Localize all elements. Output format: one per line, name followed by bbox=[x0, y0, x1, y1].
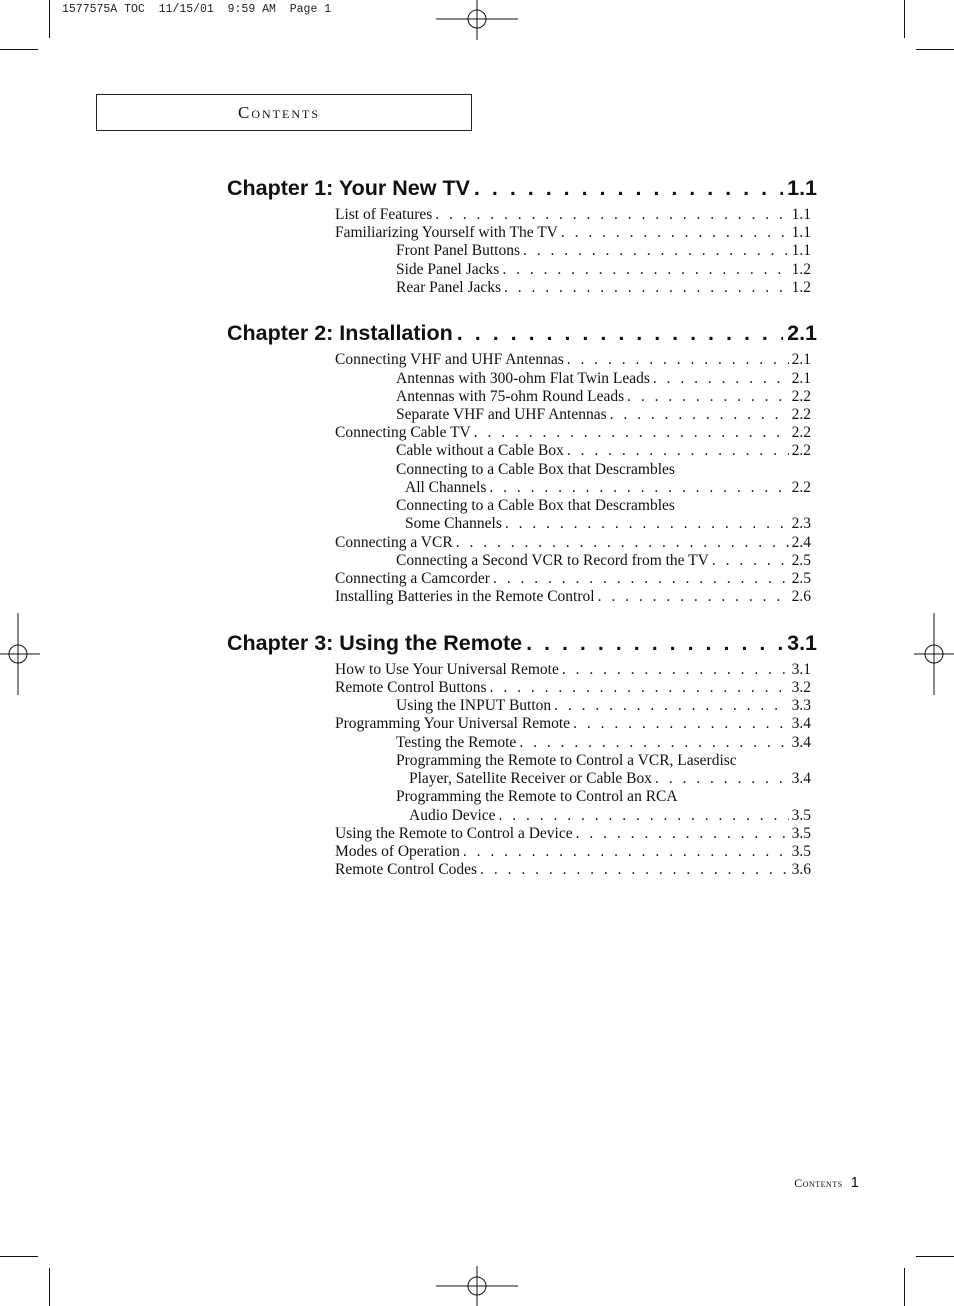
chapter-page: 2.1 bbox=[787, 321, 817, 345]
toc-subentry[interactable]: Connecting a Second VCR to Record from the TV . . . 2.5 bbox=[396, 552, 811, 570]
dot-leader bbox=[474, 176, 783, 201]
toc-subentry[interactable]: Antennas with 75-ohm Round Leads . . . 2.2 bbox=[396, 388, 811, 406]
toc-entry[interactable]: Installing Batteries in the Remote Control . . . 2.6 bbox=[335, 588, 811, 606]
footer-section-label: Contents bbox=[794, 1176, 843, 1190]
toc-entry[interactable]: Modes of Operation . . . 3.5 bbox=[335, 843, 811, 861]
toc-subentry[interactable]: Testing the Remote . . . 3.4 bbox=[396, 734, 811, 752]
page-number: 1 bbox=[850, 1174, 859, 1191]
printer-slug: 1577575A TOC 11/15/01 9:59 AM Page 1 bbox=[62, 3, 332, 16]
toc-subentry[interactable]: Separate VHF and UHF Antennas . . . 2.2 bbox=[396, 406, 811, 424]
registration-mark-right bbox=[914, 613, 954, 695]
toc-subentry[interactable]: Cable without a Cable Box . . . 2.2 bbox=[396, 442, 811, 460]
toc-entry[interactable]: How to Use Your Universal Remote . . . 3.1 bbox=[335, 661, 811, 679]
chapter-page: 3.1 bbox=[787, 631, 817, 655]
contents-header-box bbox=[96, 94, 472, 131]
chapter-title: Chapter 3: Using the Remote bbox=[227, 631, 523, 655]
toc-subentry[interactable]: Using the INPUT Button . . . 3.3 bbox=[396, 697, 811, 715]
toc-subentry-continuation[interactable]: Player, Satellite Receiver or Cable Box . . . 3.4 bbox=[409, 770, 811, 788]
toc-entry[interactable]: Remote Control Buttons . . . 3.2 bbox=[335, 679, 811, 697]
toc-subentry[interactable]: Side Panel Jacks . . . 1.2 bbox=[396, 261, 811, 279]
toc-subentry-line1[interactable]: Connecting to a Cable Box that Descrambles bbox=[396, 461, 675, 478]
chapter-2-heading[interactable] bbox=[227, 321, 817, 346]
registration-mark-bottom bbox=[436, 1266, 518, 1306]
chapter-3-heading[interactable] bbox=[227, 631, 817, 656]
toc-subentry-line1[interactable]: Programming the Remote to Control a VCR, Laserdisc bbox=[396, 752, 737, 769]
toc-entry[interactable]: Remote Control Codes . . . 3.6 bbox=[335, 861, 811, 879]
toc-entry[interactable]: Using the Remote to Control a Device . . . 3.5 bbox=[335, 825, 811, 843]
toc-subentry-line1[interactable]: Connecting to a Cable Box that Descrambles bbox=[396, 497, 675, 514]
toc-entry[interactable]: Connecting Cable TV . . . 2.2 bbox=[335, 424, 811, 442]
toc-entry[interactable]: Familiarizing Yourself with The TV . . . 1.1 bbox=[335, 224, 811, 242]
toc-entry[interactable]: Connecting VHF and UHF Antennas . . . 2.1 bbox=[335, 351, 811, 369]
toc-subentry-continuation[interactable]: All Channels . . . 2.2 bbox=[405, 479, 811, 497]
contents-header-title: Contents bbox=[238, 103, 321, 122]
chapter-title: Chapter 2: Installation bbox=[227, 321, 453, 345]
dot-leader bbox=[526, 631, 783, 656]
dot-leader bbox=[457, 321, 783, 346]
toc-entry[interactable]: Programming Your Universal Remote . . . 3.4 bbox=[335, 715, 811, 733]
registration-mark-top bbox=[436, 0, 518, 40]
toc-subentry[interactable]: Antennas with 300-ohm Flat Twin Leads . . . 2.1 bbox=[396, 370, 811, 388]
toc-entry[interactable]: Connecting a VCR . . . 2.4 bbox=[335, 534, 811, 552]
toc-subentry-line1[interactable]: Programming the Remote to Control an RCA bbox=[396, 788, 678, 805]
toc-subentry[interactable]: Front Panel Buttons . . . 1.1 bbox=[396, 242, 811, 260]
toc-subentry-continuation[interactable]: Audio Device . . . 3.5 bbox=[409, 807, 811, 825]
toc-entry[interactable]: Connecting a Camcorder . . . 2.5 bbox=[335, 570, 811, 588]
toc-subentry[interactable]: Rear Panel Jacks . . . 1.2 bbox=[396, 279, 811, 297]
chapter-page: 1.1 bbox=[787, 176, 817, 200]
registration-mark-left bbox=[0, 613, 40, 695]
chapter-title: Chapter 1: Your New TV bbox=[227, 176, 470, 200]
chapter-1-heading[interactable] bbox=[227, 176, 817, 201]
page-footer bbox=[794, 1174, 859, 1191]
toc-entry[interactable]: List of Features . . . 1.1 bbox=[335, 206, 811, 224]
toc-subentry-continuation[interactable]: Some Channels . . . 2.3 bbox=[405, 515, 811, 533]
